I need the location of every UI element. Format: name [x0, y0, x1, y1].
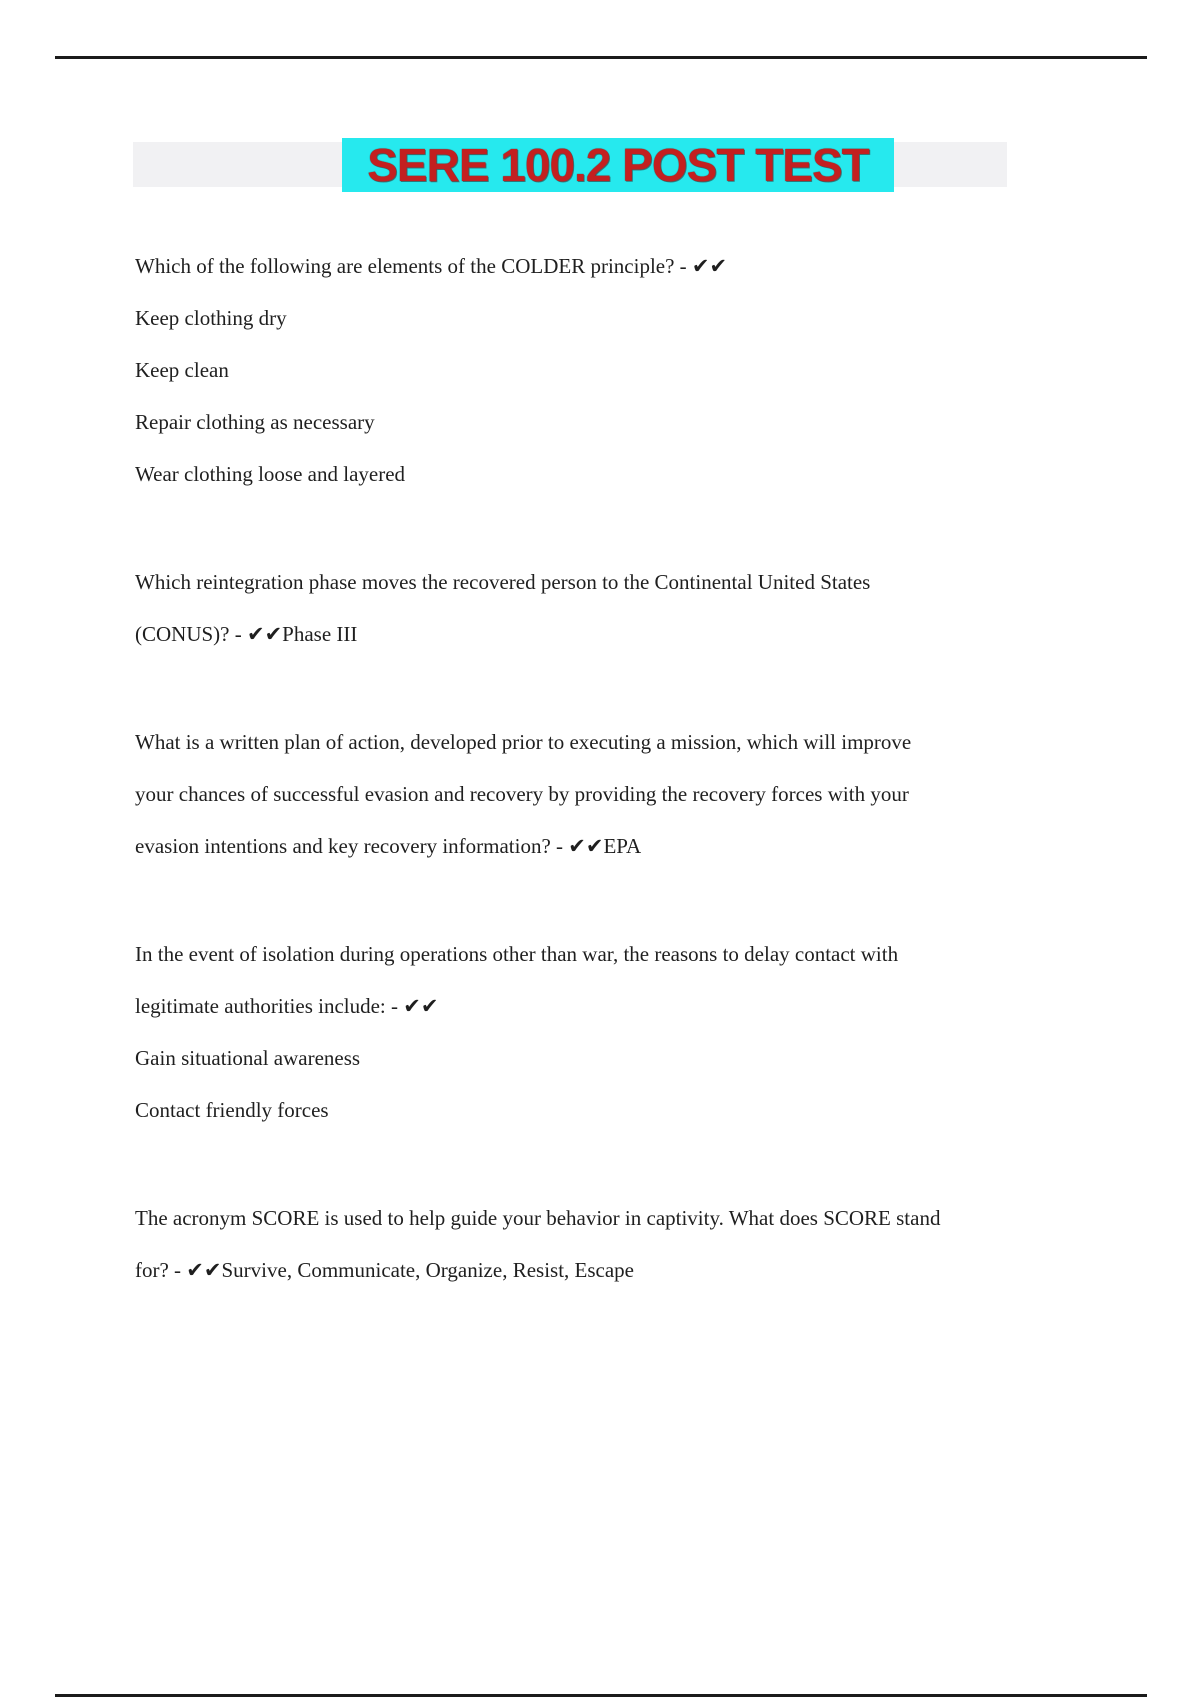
- qa-answer-line: Keep clothing dry: [135, 306, 287, 330]
- qa-block: [135, 240, 1145, 500]
- qa-question-line: legitimate authorities include: - ✔✔: [135, 994, 439, 1018]
- qa-question-line: Which reintegration phase moves the recovered person to the Continental United States: [135, 570, 871, 594]
- qa-question-line: In the event of isolation during operations other than war, the reasons to delay contact with: [135, 942, 899, 966]
- page-title: SERE 100.2 POST TEST: [367, 139, 869, 191]
- qa-question-line: your chances of successful evasion and recovery by providing the recovery forces with your: [135, 782, 909, 806]
- qa-block: [135, 928, 1145, 1136]
- qa-answer-line: Gain situational awareness: [135, 1046, 361, 1070]
- qa-block: [135, 556, 1145, 660]
- qa-question-line: The acronym SCORE is used to help guide your behavior in captivity. What does SCORE stand: [135, 1206, 941, 1230]
- bottom-rule: [55, 1694, 1147, 1697]
- top-rule: [55, 56, 1147, 59]
- qa-answer-line: Keep clean: [135, 358, 229, 382]
- qa-answer-line: (CONUS)? - ✔✔Phase III: [135, 622, 358, 646]
- qa-block: [135, 1192, 1145, 1296]
- qa-answer-line: Repair clothing as necessary: [135, 410, 375, 434]
- title-highlight: [342, 138, 894, 192]
- qa-question-line: Which of the following are elements of the COLDER principle? - ✔✔: [135, 254, 728, 278]
- qa-answer-line: evasion intentions and key recovery information? - ✔✔EPA: [135, 834, 642, 858]
- qa-content: [135, 240, 1145, 1296]
- qa-answer-line: for? - ✔✔Survive, Communicate, Organize, Resist, Escape: [135, 1258, 635, 1282]
- qa-question-line: What is a written plan of action, developed prior to executing a mission, which will improve: [135, 730, 912, 754]
- qa-answer-line: Contact friendly forces: [135, 1098, 329, 1122]
- qa-answer-line: Wear clothing loose and layered: [135, 462, 406, 486]
- qa-block: [135, 716, 1145, 872]
